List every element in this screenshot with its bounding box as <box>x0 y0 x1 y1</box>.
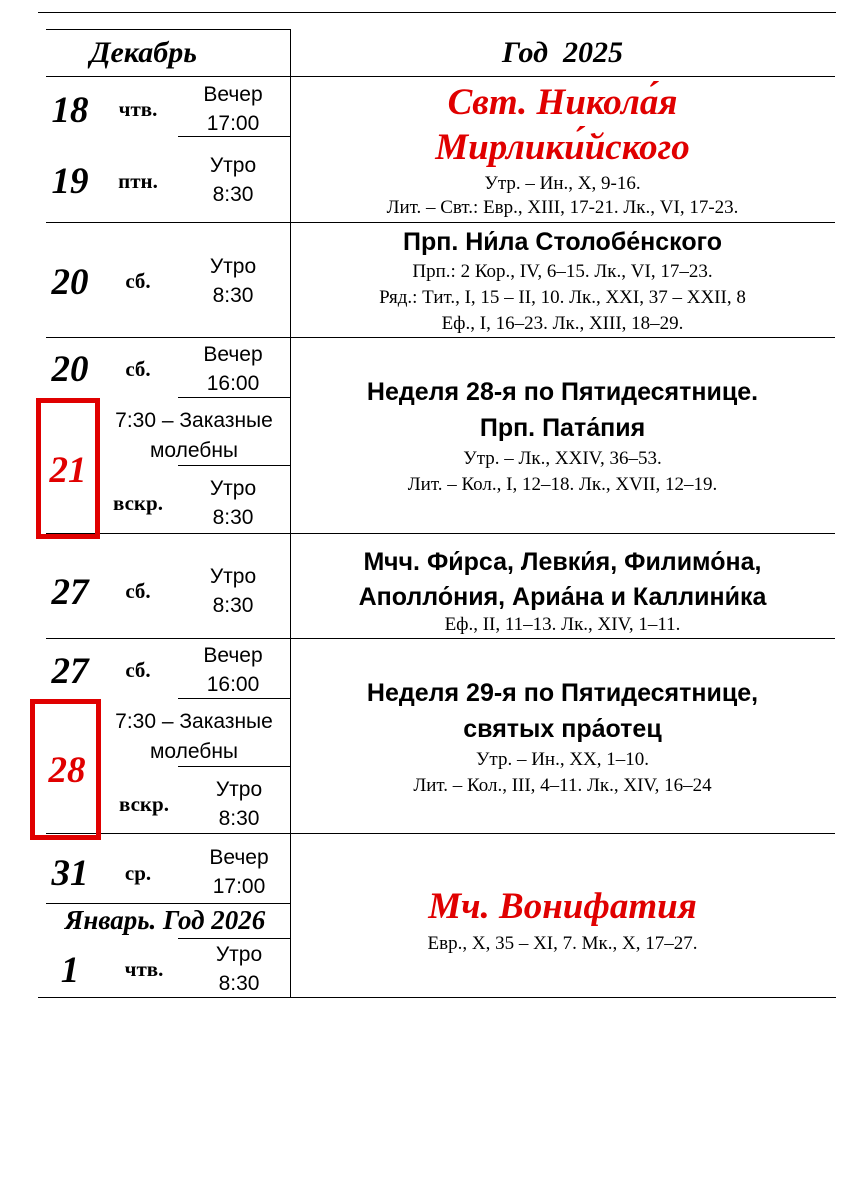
reading: Утр. – Ин., XX, 1–10. <box>475 749 650 770</box>
service-time: Вечер 17:00 <box>209 846 269 898</box>
row-divider <box>46 533 835 534</box>
molebny-note: 7:30 – Заказные молебны <box>115 710 273 763</box>
feast-title: Свт. Никола́я <box>447 82 678 123</box>
feast-title: Мирлики́йского <box>435 127 690 168</box>
service-time: Утро 8:30 <box>209 154 257 206</box>
service-time: Вечер 17:00 <box>203 83 263 135</box>
reading: Ряд.: Тит., I, 15 – II, 10. Лк., XXI, 37 – XXII, 8 <box>379 287 746 308</box>
top-rule <box>38 12 836 13</box>
row-divider <box>46 833 835 834</box>
weekday: чтв. <box>124 957 164 981</box>
weekday: сб. <box>125 579 151 603</box>
service-time: Утро 8:30 <box>215 778 263 830</box>
reading: Евр., X, 35 – XI, 7. Мк., X, 17–27. <box>427 933 698 954</box>
reading: Еф., II, 11–13. Лк., XIV, 1–11. <box>444 614 681 635</box>
weekday: сб. <box>125 269 151 293</box>
header-rule <box>46 29 290 30</box>
service-time: Вечер 16:00 <box>203 343 263 395</box>
service-time: Утро 8:30 <box>209 565 257 617</box>
service-time: Утро 8:30 <box>215 943 263 995</box>
feast-title: Неделя 28-я по Пятидесятнице. <box>366 378 759 406</box>
month-heading: Декабрь <box>90 36 197 69</box>
feast-title: Прп. Ни́ла Столобе́нского <box>403 228 722 256</box>
feast-title: святых пра́отец <box>463 715 662 743</box>
day-number: 20 <box>51 349 89 390</box>
year-heading: Год 2025 <box>501 36 624 69</box>
row-divider <box>46 903 290 904</box>
day-number: 20 <box>51 262 89 303</box>
reading: Еф., I, 16–23. Лк., XIII, 18–29. <box>441 313 684 334</box>
weekday: вскр. <box>113 491 163 515</box>
weekday: чтв. <box>118 97 158 121</box>
day-number: 28 <box>48 750 86 791</box>
bottom-rule <box>290 997 836 998</box>
header-bottom-rule <box>46 76 835 77</box>
reading: Лит. – Кол., I, 12–18. Лк., XVII, 12–19. <box>407 474 718 495</box>
day-number: 1 <box>60 950 80 991</box>
row-divider <box>46 638 835 639</box>
day-number: 18 <box>51 90 89 131</box>
feast-title: Мч. Вонифатия <box>428 886 697 927</box>
row-divider <box>46 222 835 223</box>
reading: Лит. – Свт.: Евр., XIII, 17-21. Лк., VI, 17-23. <box>386 197 739 218</box>
molebny-note: 7:30 – Заказные молебны <box>115 409 273 462</box>
service-time: Утро 8:30 <box>209 255 257 307</box>
service-time: Вечер 16:00 <box>203 644 263 696</box>
row-divider <box>46 337 835 338</box>
day-number: 19 <box>51 161 89 202</box>
weekday: сб. <box>125 357 151 381</box>
day-number: 27 <box>51 572 89 613</box>
day-number: 31 <box>51 853 89 894</box>
weekday: ср. <box>124 861 152 885</box>
day-number: 21 <box>49 450 87 491</box>
weekday: птн. <box>118 169 158 193</box>
january-heading: Январь. Год 2026 <box>64 905 266 935</box>
feast-title: Прп. Пата́пия <box>479 414 646 442</box>
weekday: сб. <box>125 658 151 682</box>
day-number: 27 <box>51 651 89 692</box>
feast-title: Аполло́ния, Ариа́на и Каллини́ка <box>358 583 767 611</box>
feast-title: Неделя 29-я по Пятидесятнице, <box>366 679 759 707</box>
service-time: Утро 8:30 <box>209 477 257 529</box>
reading: Утр. – Ин., X, 9-16. <box>484 173 641 194</box>
feast-title: Мчч. Фи́рса, Левки́я, Филимо́на, <box>363 548 762 576</box>
reading: Лит. – Кол., III, 4–11. Лк., XIV, 16–24 <box>413 775 712 796</box>
row-divider <box>178 938 290 939</box>
weekday: вскр. <box>119 792 169 816</box>
reading: Утр. – Лк., XXIV, 36–53. <box>463 448 662 469</box>
reading: Прп.: 2 Кор., IV, 6–15. Лк., VI, 17–23. <box>412 261 713 282</box>
